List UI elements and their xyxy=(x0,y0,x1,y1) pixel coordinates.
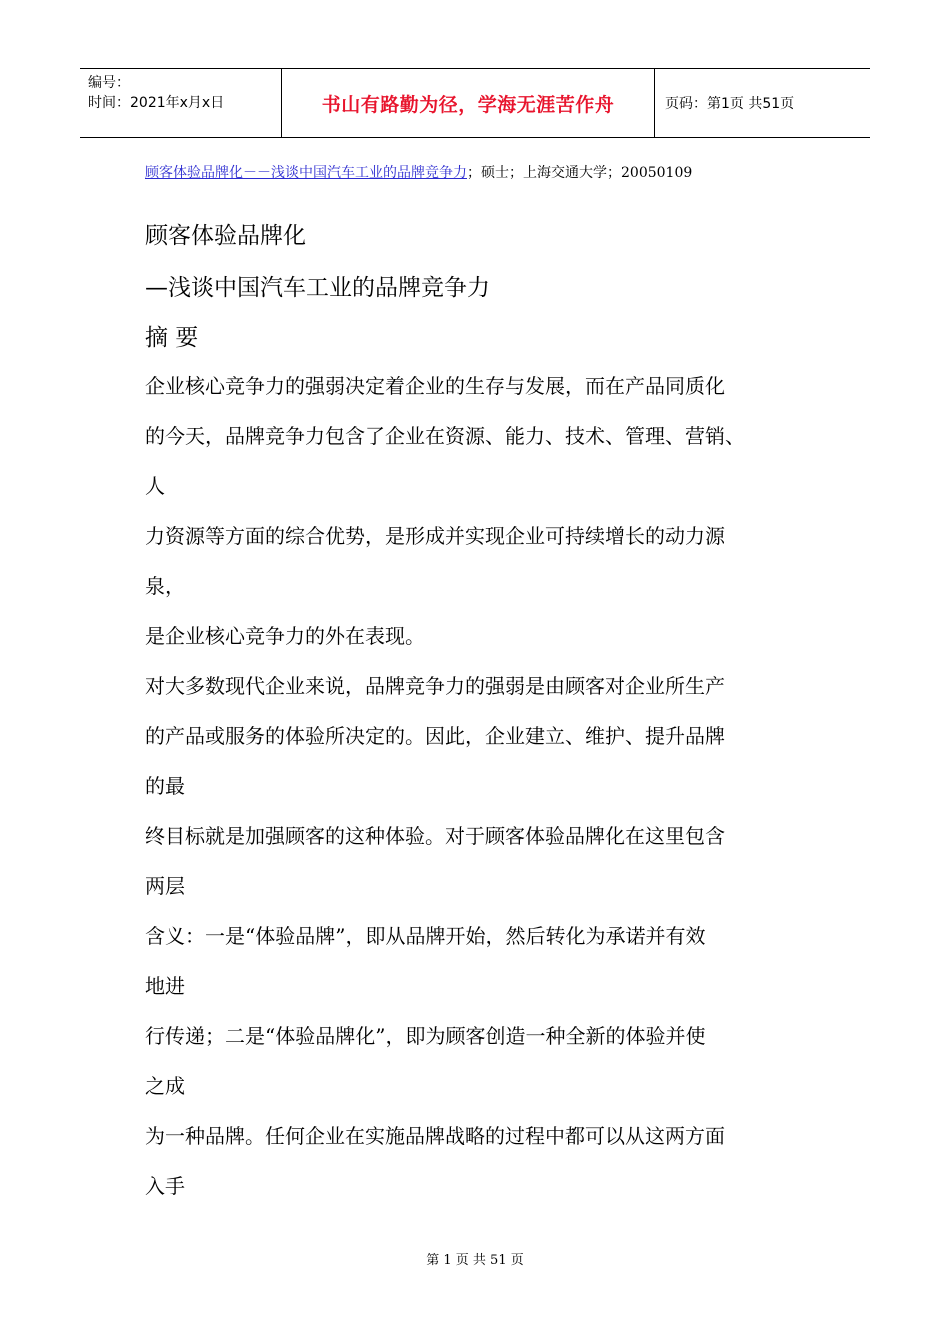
source-citation xyxy=(145,162,692,182)
source-title-link[interactable]: 顾客体验品牌化－－浅谈中国汽车工业的品牌竞争力 xyxy=(145,165,467,181)
body-line: 含义：一是“体验品牌”，即从品牌开始，然后转化为承诺并有效 xyxy=(145,924,706,948)
body-line: 人 xyxy=(145,474,165,498)
body-line: 企业核心竞争力的强弱决定着企业的生存与发展，而在产品同质化 xyxy=(145,374,725,398)
document-date-label: 时间：2021年x月x日 xyxy=(88,95,225,111)
document-title: 顾客体验品牌化 xyxy=(145,223,306,249)
source-details: ；硕士；上海交通大学；20050109 xyxy=(467,165,693,181)
body-line: 两层 xyxy=(145,874,185,898)
body-line: 行传递；二是“体验品牌化”，即为顾客创造一种全新的体验并使 xyxy=(145,1024,706,1048)
body-line: 泉， xyxy=(145,574,185,598)
page-footer: 第 1 页 共 51 页 xyxy=(426,1253,524,1268)
header-table xyxy=(80,68,870,138)
header-page-cell xyxy=(655,69,870,137)
body-line: 的今天，品牌竞争力包含了企业在资源、能力、技术、管理、营销、 xyxy=(145,424,745,448)
body-line: 之成 xyxy=(145,1074,185,1098)
body-line: 的产品或服务的体验所决定的。因此，企业建立、维护、提升品牌 xyxy=(145,724,725,748)
body-line: 入手 xyxy=(145,1174,185,1198)
body-line: 地进 xyxy=(145,974,185,998)
header-motto-cell xyxy=(282,69,655,137)
abstract-heading: 摘 要 xyxy=(145,325,199,351)
body-line: 是企业核心竞争力的外在表现。 xyxy=(145,624,425,648)
document-subtitle: —浅谈中国汽车工业的品牌竞争力 xyxy=(145,275,490,301)
body-line: 终目标就是加强顾客的这种体验。对于顾客体验品牌化在这里包含 xyxy=(145,824,725,848)
header-meta-cell xyxy=(80,69,282,137)
body-line: 的最 xyxy=(145,774,185,798)
body-line: 对大多数现代企业来说，品牌竞争力的强弱是由顾客对企业所生产 xyxy=(145,674,725,698)
header-motto: 书山有路勤为径，学海无涯苦作舟 xyxy=(321,93,615,116)
header-page-label: 页码：第1页 共51页 xyxy=(665,96,795,112)
body-line: 力资源等方面的综合优势，是形成并实现企业可持续增长的动力源 xyxy=(145,524,725,548)
body-line: 为一种品牌。任何企业在实施品牌战略的过程中都可以从这两方面 xyxy=(145,1124,725,1148)
document-number-label: 编号： xyxy=(88,75,130,91)
